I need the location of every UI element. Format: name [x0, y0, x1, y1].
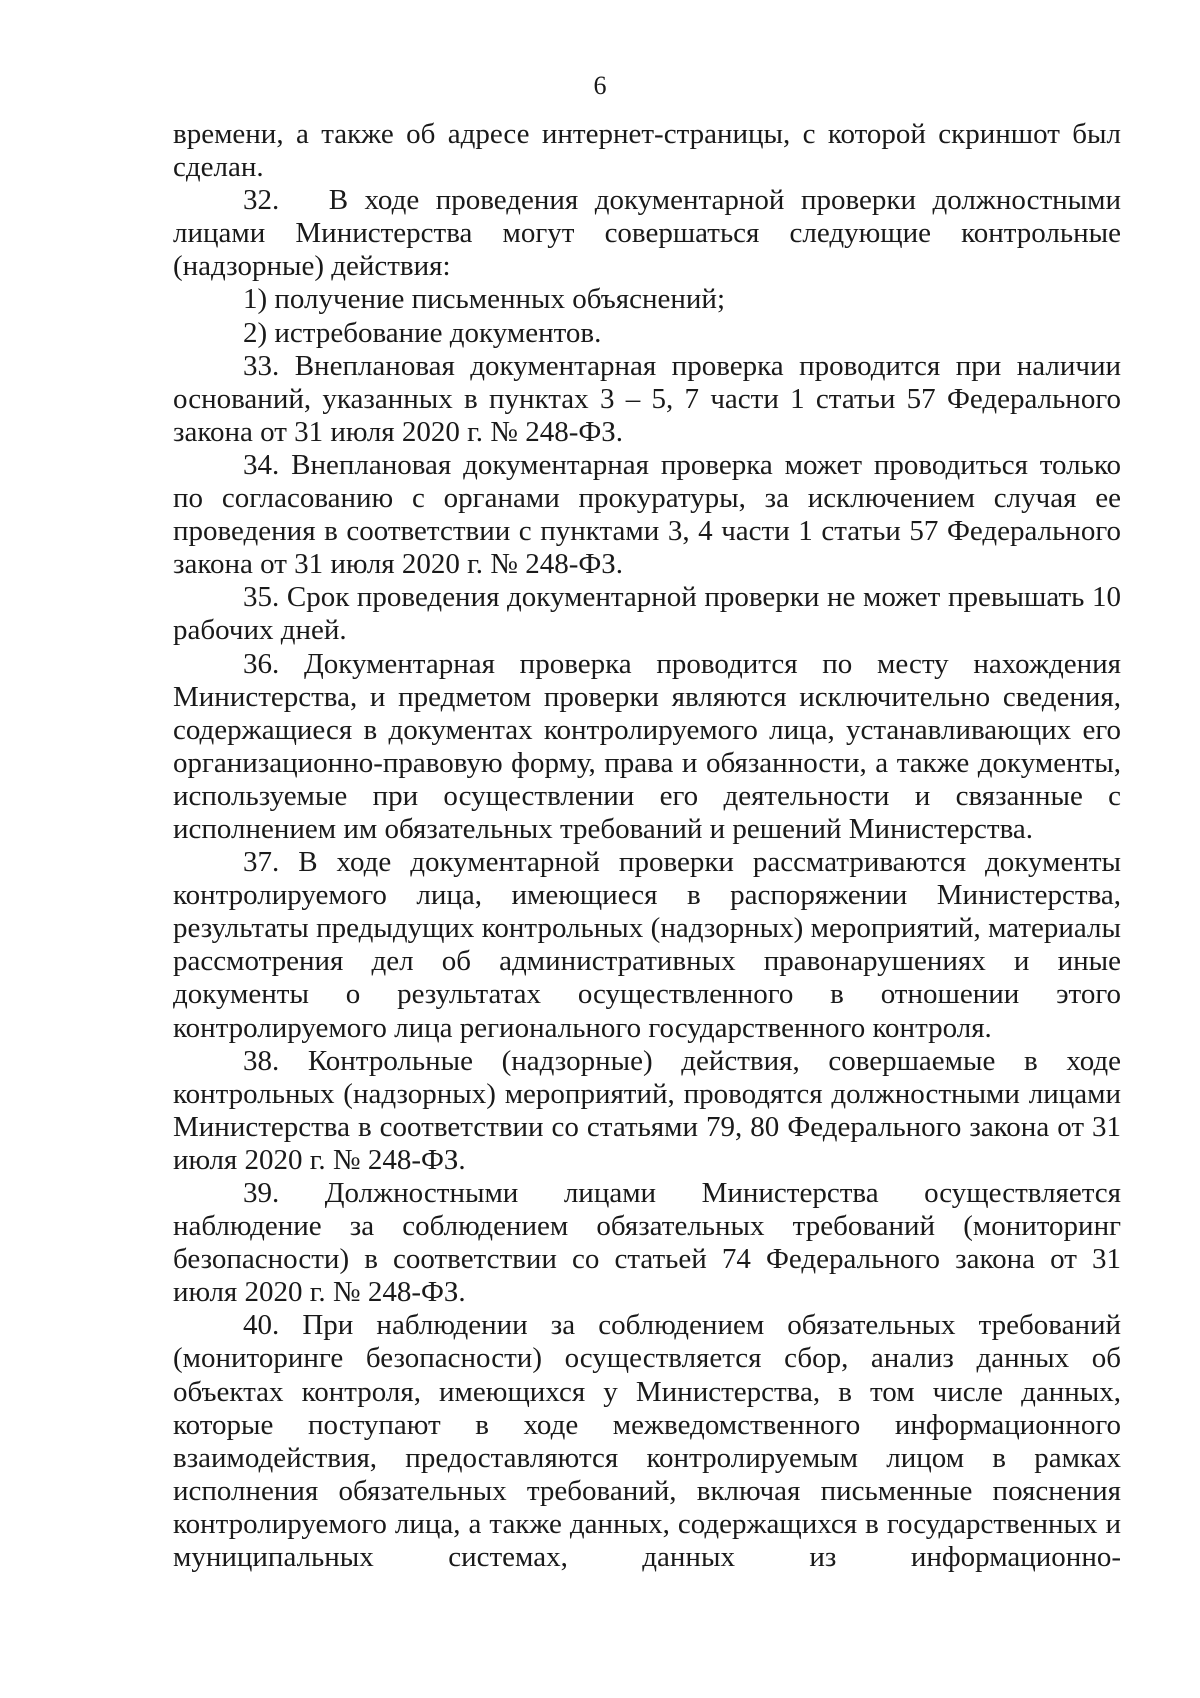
paragraph-continuation: времени, а также об адресе интернет-страницы, с которой скриншот был сделан.: [173, 118, 1121, 184]
page-number: 6: [593, 71, 607, 100]
paragraph-40: 40. При наблюдении за соблюдением обязательных требований (мониторинге безопасности) осуществляется сбор, анализ данных об объектах контроля, имеющихся у Министерства, в том числе данных, которые поступают в ходе межведомственного информационного взаимодействия, предоставляются контролируемым лицом в рамках исполнения обязательных требований, включая письменные пояснения контролируемого лица, а также данных, содержащихся в государственных и муниципальных системах, данных из информационно-: [173, 1309, 1121, 1574]
document-body: [173, 118, 1121, 1574]
paragraph-33: 33. Внеплановая документарная проверка проводится при наличии оснований, указанных в пунктах 3 – 5, 7 части 1 статьи 57 Федерального закона от 31 июля 2020 г. № 248-ФЗ.: [173, 349, 1121, 448]
paragraph-35: 35. Срок проведения документарной проверки не может превышать 10 рабочих дней.: [173, 581, 1121, 647]
paragraph-39: 39. Должностными лицами Министерства осуществляется наблюдение за соблюдением обязательных требований (мониторинг безопасности) в соответствии со статьей 74 Федерального закона от 31 июля 2020 г. № 248-ФЗ.: [173, 1177, 1121, 1309]
paragraph-36: 36. Документарная проверка проводится по месту нахождения Министерства, и предметом проверки являются исключительно сведения, содержащиеся в документах контролируемого лица, устанавливающих его организационно-правовую форму, права и обязанности, а также документы, используемые при осуществлении его деятельности и связанные с исполнением им обязательных требований и решений Министерства.: [173, 647, 1121, 845]
paragraph-32: 32. В ходе проведения документарной проверки должностными лицами Министерства могут совершаться следующие контрольные (надзорные) действия:: [173, 184, 1121, 283]
paragraph-34: 34. Внеплановая документарная проверка может проводиться только по согласованию с органами прокуратуры, за исключением случая ее проведения в соответствии с пунктами 3, 4 части 1 статьи 57 Федерального закона от 31 июля 2020 г. № 248-ФЗ.: [173, 448, 1121, 581]
list-item-2: 2) истребование документов.: [243, 316, 602, 349]
paragraph-38: 38. Контрольные (надзорные) действия, совершаемые в ходе контрольных (надзорных) мероприятий, проводятся должностными лицами Министерства в соответствии со статьями 79, 80 Федерального закона от 31 июля 2020 г. № 248-ФЗ.: [173, 1044, 1121, 1176]
list-item-1: 1) получение письменных объяснений;: [243, 283, 726, 316]
paragraph-37: 37. В ходе документарной проверки рассматриваются документы контролируемого лица, имеющиеся в распоряжении Министерства, результаты предыдущих контрольных (надзорных) мероприятий, материалы рассмотрения дел об административных правонарушениях и иные документы о результатах осуществленного в отношении этого контролируемого лица регионального государственного контроля.: [173, 846, 1121, 1044]
